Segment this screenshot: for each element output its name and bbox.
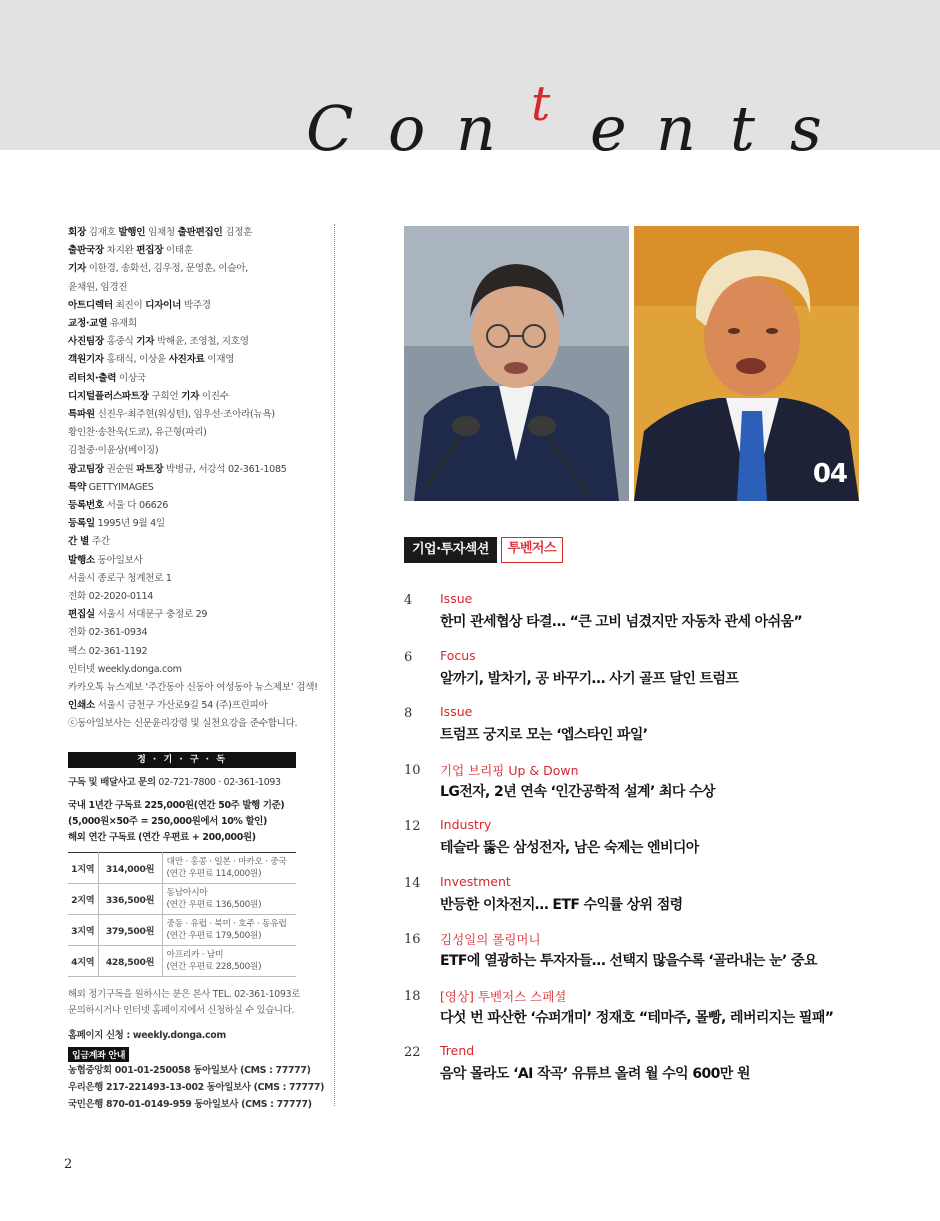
masthead-credits	[68, 224, 330, 734]
toc-headline[interactable]: 반등한 이차전지… ETF 수익률 상위 점령	[440, 896, 683, 913]
masthead-line	[68, 479, 330, 497]
masthead-names: 신진우·최주현(워싱턴), 임우선·조아라(뉴욕)	[94, 409, 275, 421]
masthead-role: 등록번호	[68, 500, 104, 512]
zone-region: 2지역	[68, 884, 98, 915]
overseas-rate-table	[68, 852, 296, 977]
toc-headline[interactable]: 테슬라 뚫은 삼성전자, 남은 숙제는 엔비디아	[440, 840, 699, 856]
toc-entry[interactable]	[404, 1043, 874, 1087]
homepage-link[interactable]: 홈페이지 신청 : weekly.donga.com	[68, 1030, 226, 1041]
zone-region: 1지역	[68, 853, 98, 884]
masthead-line	[68, 661, 330, 679]
masthead-role: 발행소	[68, 554, 95, 566]
press-conference-image	[404, 226, 629, 501]
overseas-note	[68, 987, 300, 1019]
masthead-role: 편집실	[68, 609, 95, 621]
zone-postage: (연간 우편료 136,500원)	[166, 900, 262, 910]
masthead-line	[68, 315, 330, 333]
masthead-role: 광고팀장	[68, 463, 104, 475]
section-brand-logo: 투벤저스	[501, 537, 563, 563]
masthead-line	[68, 370, 330, 388]
title-letter-accent: t	[531, 76, 551, 132]
zone-countries: 중동 · 유럽 · 북미 · 호주 · 동유럽	[166, 919, 287, 929]
masthead-names: 윤채원, 임경진	[68, 281, 128, 293]
zone-postage: (연간 우편료 179,500원)	[166, 931, 262, 941]
masthead-names: 홍중식	[103, 336, 137, 348]
subscription-box	[68, 752, 325, 1113]
toc-category: 기업 브리핑 Up & Down	[440, 762, 579, 778]
inquiry-phone: 02-721-7800 · 02-361-1093	[155, 777, 281, 788]
zone-postage: (연간 우편료 228,500원)	[166, 962, 262, 972]
note-line: 문의하시거나 인터넷 홈페이지에서 신청하실 수 있습니다.	[68, 1005, 295, 1016]
section-header	[404, 537, 563, 563]
zone-region: 4지역	[68, 946, 98, 977]
masthead-line	[68, 388, 330, 406]
fee-line: 해외 연간 구독료 (연간 우편료 + 200,000원)	[68, 832, 256, 843]
table-row	[68, 915, 296, 946]
masthead-names: 서울시 금천구 가산로9길 54 (주)프린피아	[94, 700, 268, 712]
masthead-role: 기자	[68, 263, 86, 275]
masthead-role: 출판국장	[68, 245, 104, 257]
zone-area	[162, 853, 296, 884]
masthead-role: 특약	[68, 481, 86, 493]
zone-region: 3지역	[68, 915, 98, 946]
contents-title	[0, 0, 940, 170]
masthead-names: 이한경, 송화선, 김우정, 문영훈, 이슬아,	[85, 263, 248, 275]
toc-category: [영상] 투벤저스 스페셜	[440, 988, 567, 1004]
account-list	[68, 1062, 325, 1113]
masthead-names: 김정훈	[222, 227, 253, 238]
zone-area	[162, 884, 296, 915]
masthead-line	[68, 643, 330, 661]
masthead-names: 유재희	[107, 318, 137, 330]
masthead-line	[68, 333, 330, 351]
masthead-line	[68, 279, 330, 297]
toc-entry[interactable]	[404, 930, 874, 974]
masthead-role: 사진자료	[168, 354, 205, 366]
toc-page-number: 22	[404, 1045, 421, 1060]
zone-countries: 대만 · 홍콩 · 일본 · 마카오 · 중국	[166, 857, 287, 867]
masthead-names: 전화 02-361-0934	[68, 627, 148, 639]
masthead-names: ⓒ동아일보사는 신문윤리강령 및 실천요강을 준수합니다.	[68, 718, 298, 730]
masthead-line	[68, 552, 330, 570]
masthead-line	[68, 461, 330, 479]
cover-photo-left[interactable]	[404, 226, 629, 501]
masthead-role: 객원기자	[68, 354, 104, 366]
bank-account: 우리은행 217-221493-13-002 동아일보사 (CMS : 77777)	[68, 1082, 325, 1093]
masthead-names: 박주경	[181, 299, 211, 311]
masthead-names: 박해윤, 조영철, 지호영	[154, 336, 249, 348]
masthead-names: 이상국	[116, 372, 146, 384]
masthead-line	[68, 406, 330, 424]
toc-category: Issue	[440, 591, 473, 606]
masthead-names: 차지완	[103, 245, 137, 257]
toc-entry[interactable]	[404, 591, 874, 635]
masthead-names: 홍태식, 이상윤	[103, 354, 169, 366]
table-row	[68, 884, 296, 915]
note-line: 해외 정기구독을 원하시는 분은 본사 TEL. 02-361-1093로	[68, 989, 300, 1000]
toc-headline[interactable]: 음악 몰라도 ‘AI 작곡’ 유튜브 올려 월 수익 600만 원	[440, 1066, 750, 1082]
masthead-names: 박병규, 서강석 02-361-1085	[163, 463, 287, 475]
toc-page-number: 8	[404, 706, 413, 721]
masthead-line	[68, 570, 330, 588]
masthead-line	[68, 624, 330, 642]
masthead-role: 기자	[136, 336, 155, 348]
masthead-role: 인쇄소	[68, 700, 95, 712]
masthead-names: 임채청	[145, 227, 178, 238]
zone-area	[162, 915, 296, 946]
toc-headline[interactable]: 다섯 번 파산한 ‘슈퍼개미’ 정재호 “테마주, 몰빵, 레버리지는 필패”	[440, 1009, 834, 1026]
toc-page-number: 16	[404, 932, 421, 947]
masthead-role: 특파원	[68, 409, 95, 421]
masthead-role: 발행인	[118, 227, 146, 238]
toc-category: Investment	[440, 873, 511, 889]
masthead-names: 김재호	[85, 227, 119, 238]
masthead-line	[68, 242, 330, 260]
masthead-line	[68, 533, 330, 551]
masthead-line	[68, 606, 330, 624]
masthead-line	[68, 715, 330, 733]
masthead-role: 사진팀장	[68, 336, 104, 348]
table-row	[68, 946, 296, 977]
title-letter: C	[306, 92, 354, 165]
toc-category: Focus	[440, 647, 476, 663]
zone-price: 379,500원	[98, 915, 162, 946]
masthead-line	[68, 588, 330, 606]
masthead-line	[68, 515, 330, 533]
toc-category: 김성일의 롤링머니	[440, 932, 541, 947]
masthead-line	[68, 424, 330, 442]
title-letter: t	[730, 92, 755, 165]
fee-line: (5,000원×50주 = 250,000원에서 10% 할인)	[68, 816, 267, 827]
masthead-role: 아트디렉터	[68, 299, 113, 311]
masthead-names: 김철중·이윤상(베이징)	[68, 445, 159, 457]
masthead-line	[68, 260, 330, 278]
toc-page-number: 18	[404, 988, 421, 1004]
masthead-names: 서울시 서대문구 충정로 29	[94, 609, 208, 621]
masthead-names: 이재영	[204, 354, 235, 366]
masthead-line	[68, 297, 330, 315]
masthead-names: 동아일보사	[94, 554, 143, 566]
toc-page-number: 4	[404, 593, 413, 608]
masthead-role: 파트장	[136, 463, 164, 475]
masthead-role: 디자이너	[145, 299, 182, 311]
title-letter: s	[790, 92, 822, 165]
masthead-role: 편집장	[136, 245, 164, 257]
masthead-names: 팩스 02-361-1192	[68, 645, 148, 657]
cover-photo-right[interactable]	[634, 226, 859, 501]
column-divider	[334, 224, 335, 1106]
title-letter: n	[656, 92, 696, 165]
masthead-role: 리터치·출력	[68, 372, 117, 384]
masthead-line	[68, 497, 330, 515]
masthead-names: 서울시 종로구 청계천로 1	[68, 572, 172, 584]
masthead-names: 서울 다 06626	[103, 500, 169, 512]
masthead-names: 최진이	[112, 299, 146, 311]
zone-price: 428,500원	[98, 946, 162, 977]
bank-account: 국민은행 870-01-0149-959 동아일보사 (CMS : 77777)	[68, 1099, 312, 1110]
toc-category: Trend	[440, 1043, 475, 1058]
masthead-role: 간 별	[68, 536, 89, 548]
zone-countries: 동남아시아	[166, 888, 208, 898]
masthead-names: 권순원	[103, 463, 137, 475]
toc-headline[interactable]: LG전자, 2년 연속 ‘인간공학적 설계’ 최다 수상	[440, 783, 715, 800]
bank-account: 농협중앙회 001-01-250058 동아일보사 (CMS : 77777)	[68, 1065, 311, 1076]
section-title: 기업·투자섹션	[404, 537, 497, 563]
masthead-role: 기자	[181, 390, 200, 402]
masthead-names: 이태훈	[163, 245, 193, 257]
toc-page-number: 10	[404, 762, 421, 778]
zone-countries: 아프리카 · 남미	[166, 950, 224, 960]
masthead-names: GETTYIMAGES	[85, 481, 154, 493]
masthead-role: 디지털플러스파트장	[68, 390, 149, 402]
masthead-names: 카카오톡 뉴스제보 ‘주간동아 신동아 여성동아 뉴스제보’ 검색!	[68, 682, 318, 694]
masthead-role: 교정·교열	[68, 318, 108, 330]
toc-entry[interactable]	[404, 761, 874, 805]
masthead-names: 구희언	[148, 390, 182, 402]
masthead-names: 황인찬·송찬욱(도쿄), 유근형(파리)	[68, 427, 207, 439]
masthead-names: 주간	[88, 536, 110, 548]
title-letter: n	[456, 92, 496, 165]
table-row	[68, 853, 296, 884]
toc-page-number: 6	[404, 649, 413, 665]
toc-entry[interactable]	[404, 987, 874, 1031]
subscription-inquiry	[68, 774, 296, 788]
zone-price: 314,000원	[98, 853, 162, 884]
zone-price: 336,500원	[98, 884, 162, 915]
cover-page-number: 04	[812, 459, 847, 489]
subscription-heading: 정 · 기 · 구 · 독	[68, 752, 296, 768]
title-letter: o	[388, 92, 426, 165]
toc-category: Issue	[440, 704, 473, 719]
fee-line: 국내 1년간 구독료 225,000원(연간 50주 발행 기준)	[68, 800, 285, 811]
zone-postage: (연간 우편료 114,000원)	[166, 869, 262, 879]
title-letter: e	[590, 92, 627, 165]
toc-entry[interactable]	[404, 648, 874, 692]
toc-headline[interactable]: 알까기, 발차기, 공 바꾸기… 사기 골프 달인 트럼프	[440, 670, 739, 687]
zone-area	[162, 946, 296, 977]
page-number: 2	[64, 1157, 73, 1172]
masthead-role: 출판편집인	[177, 227, 223, 238]
account-heading: 입금계좌 안내	[68, 1047, 129, 1062]
masthead-line	[68, 679, 330, 697]
toc-headline[interactable]: 한미 관세협상 타결… “큰 고비 넘겼지만 자동차 관세 아쉬움”	[440, 614, 803, 630]
masthead-names: 전화 02-2020-0114	[68, 591, 154, 603]
toc-entry[interactable]	[404, 874, 874, 918]
toc-page-number: 14	[404, 875, 421, 891]
inquiry-label: 구독 및 배달사고 문의	[68, 777, 156, 788]
masthead-line	[68, 224, 330, 242]
masthead-names: 인터넷 weekly.donga.com	[68, 663, 182, 675]
masthead-names: 이진수	[199, 390, 229, 402]
masthead-line	[68, 697, 330, 715]
masthead-line	[68, 351, 330, 369]
toc-headline[interactable]: ETF에 열광하는 투자자들… 선택지 많을수록 ‘골라내는 눈’ 중요	[440, 953, 817, 969]
toc-entry[interactable]	[404, 817, 874, 861]
toc-category: Industry	[440, 817, 492, 832]
masthead-role: 등록일	[68, 518, 95, 530]
toc-entry[interactable]	[404, 704, 874, 748]
masthead-role: 회장	[68, 227, 86, 238]
subscription-fees	[68, 798, 296, 846]
masthead-names: 1995년 9월 4일	[94, 518, 165, 530]
toc-page-number: 12	[404, 819, 421, 834]
masthead-line	[68, 442, 330, 460]
toc-headline[interactable]: 트럼프 궁지로 모는 ‘엡스타인 파일’	[440, 727, 648, 743]
